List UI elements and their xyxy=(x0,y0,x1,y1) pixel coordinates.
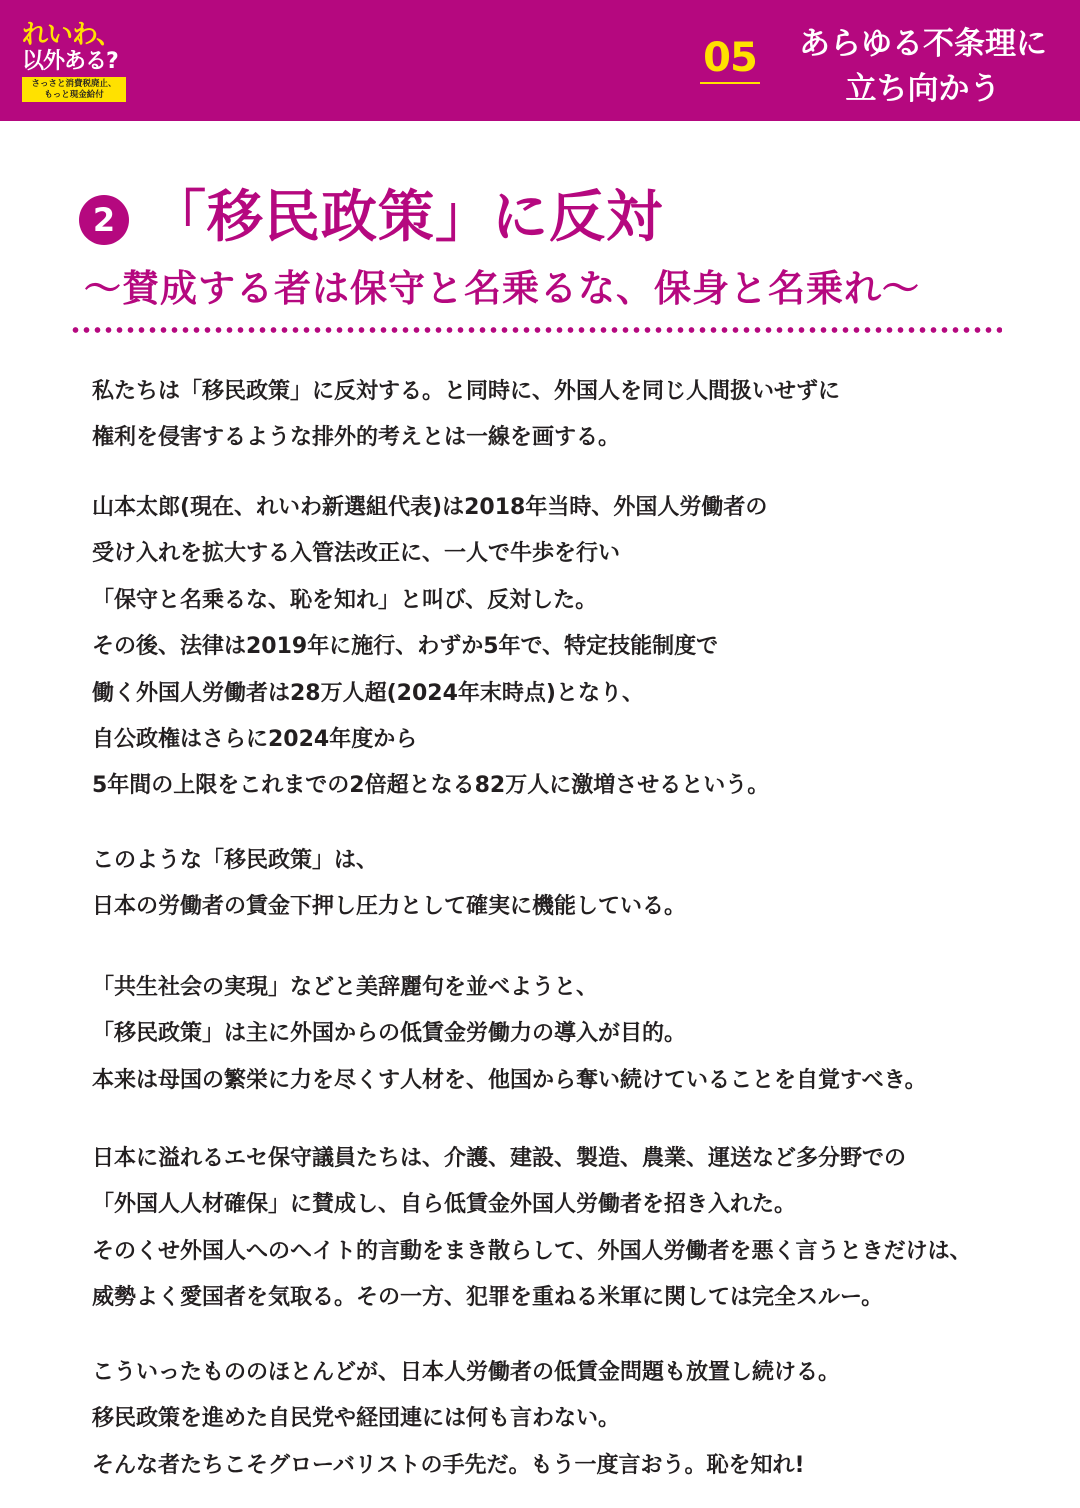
text-line: 働く外国人労働者は28万人超(2024年末時点)となり、 xyxy=(92,680,644,706)
text-line: 私たちは「移民政策」に反対する。と同時に、外国人を同じ人間扱いせずに xyxy=(92,379,841,404)
text-line: このような「移民政策」は、 xyxy=(92,848,379,873)
text-line: 5年間の上限をこれまでの2倍超となる82万人に激増させるという。 xyxy=(92,773,770,799)
text-line: そのくせ外国人へのヘイト的言動をまき散らして、外国人労働者を悪く言うときだけは、 xyxy=(92,1238,972,1264)
text-line: 「保守と名乗るな、恥を知れ」と叫び、反対した。 xyxy=(92,587,598,613)
section-title-line-2: 立ち向かう xyxy=(845,71,1001,107)
header-banner xyxy=(0,0,1080,121)
section-title-line-1: あらゆる不条理に xyxy=(799,26,1047,62)
section-title xyxy=(768,22,1078,112)
text-line: 威勢よく愛国者を気取る。その一方、犯罪を重ねる米軍に関しては完全スルー。 xyxy=(92,1285,884,1311)
section-number: 05 xyxy=(700,38,760,84)
logo-tagline-line-1: さっさと消費税廃止、 xyxy=(31,79,117,89)
paragraph xyxy=(92,369,1052,462)
heading-title: 「移民政策」に反対 xyxy=(150,185,663,250)
text-line: その後、法律は2019年に施行、わずか5年で、特定技能制度で xyxy=(92,634,719,660)
logo-tagline-line-2: もっと現金給付 xyxy=(44,89,104,100)
text-line: 日本に溢れるエセ保守議員たちは、介護、建設、製造、農業、運送など多分野での xyxy=(92,1146,907,1171)
text-line: 受け入れを拡大する入管法改正に、一人で牛歩を行い xyxy=(92,541,621,567)
text-line: 自公政権はさらに2024年度から xyxy=(92,726,418,752)
heading-number-badge: 2 xyxy=(79,195,129,245)
text-line: 「移民政策」は主に外国からの低賃金労働力の導入が目的。 xyxy=(92,1021,687,1047)
logo-line-1: れいわ、 xyxy=(22,20,121,50)
text-line: 権利を侵害するような排外的考えとは一線を画する。 xyxy=(92,425,621,451)
paragraph xyxy=(92,838,1052,931)
text-line: 移民政策を進めた自民党や経団連には何も言わない。 xyxy=(92,1406,621,1432)
paragraph xyxy=(92,485,1052,810)
text-line: 本来は母国の繁栄に力を尽くす人材を、他国から奪い続けていることを自覚すべき。 xyxy=(92,1067,927,1093)
dotted-divider xyxy=(70,326,1002,334)
text-line: 「外国人人材確保」に賛成し、自ら低賃金外国人労働者を招き入れた。 xyxy=(92,1192,797,1218)
logo-tagline xyxy=(22,77,126,102)
logo-line-2: 以外ある? xyxy=(22,49,118,74)
paragraph xyxy=(92,965,1052,1104)
text-line: 山本太郎(現在、れいわ新選組代表)は2018年当時、外国人労働者の xyxy=(92,495,768,520)
text-line: 日本の労働者の賃金下押し圧力として確実に機能している。 xyxy=(92,894,687,920)
paragraph xyxy=(92,1136,1052,1322)
text-line: こういったもののほとんどが、日本人労働者の低賃金問題も放置し続ける。 xyxy=(92,1360,841,1385)
text-line: そんな者たちこそグローバリストの手先だ。もう一度言おう。恥を知れ! xyxy=(92,1452,805,1478)
paragraph xyxy=(92,1350,1052,1489)
text-line: 「共生社会の実現」などと美辞麗句を並べようと、 xyxy=(92,975,599,1000)
heading-subtitle: 〜賛成する者は保守と名乗るな、保身と名乗れ〜 xyxy=(84,267,920,310)
reiwa-logo xyxy=(22,22,142,102)
